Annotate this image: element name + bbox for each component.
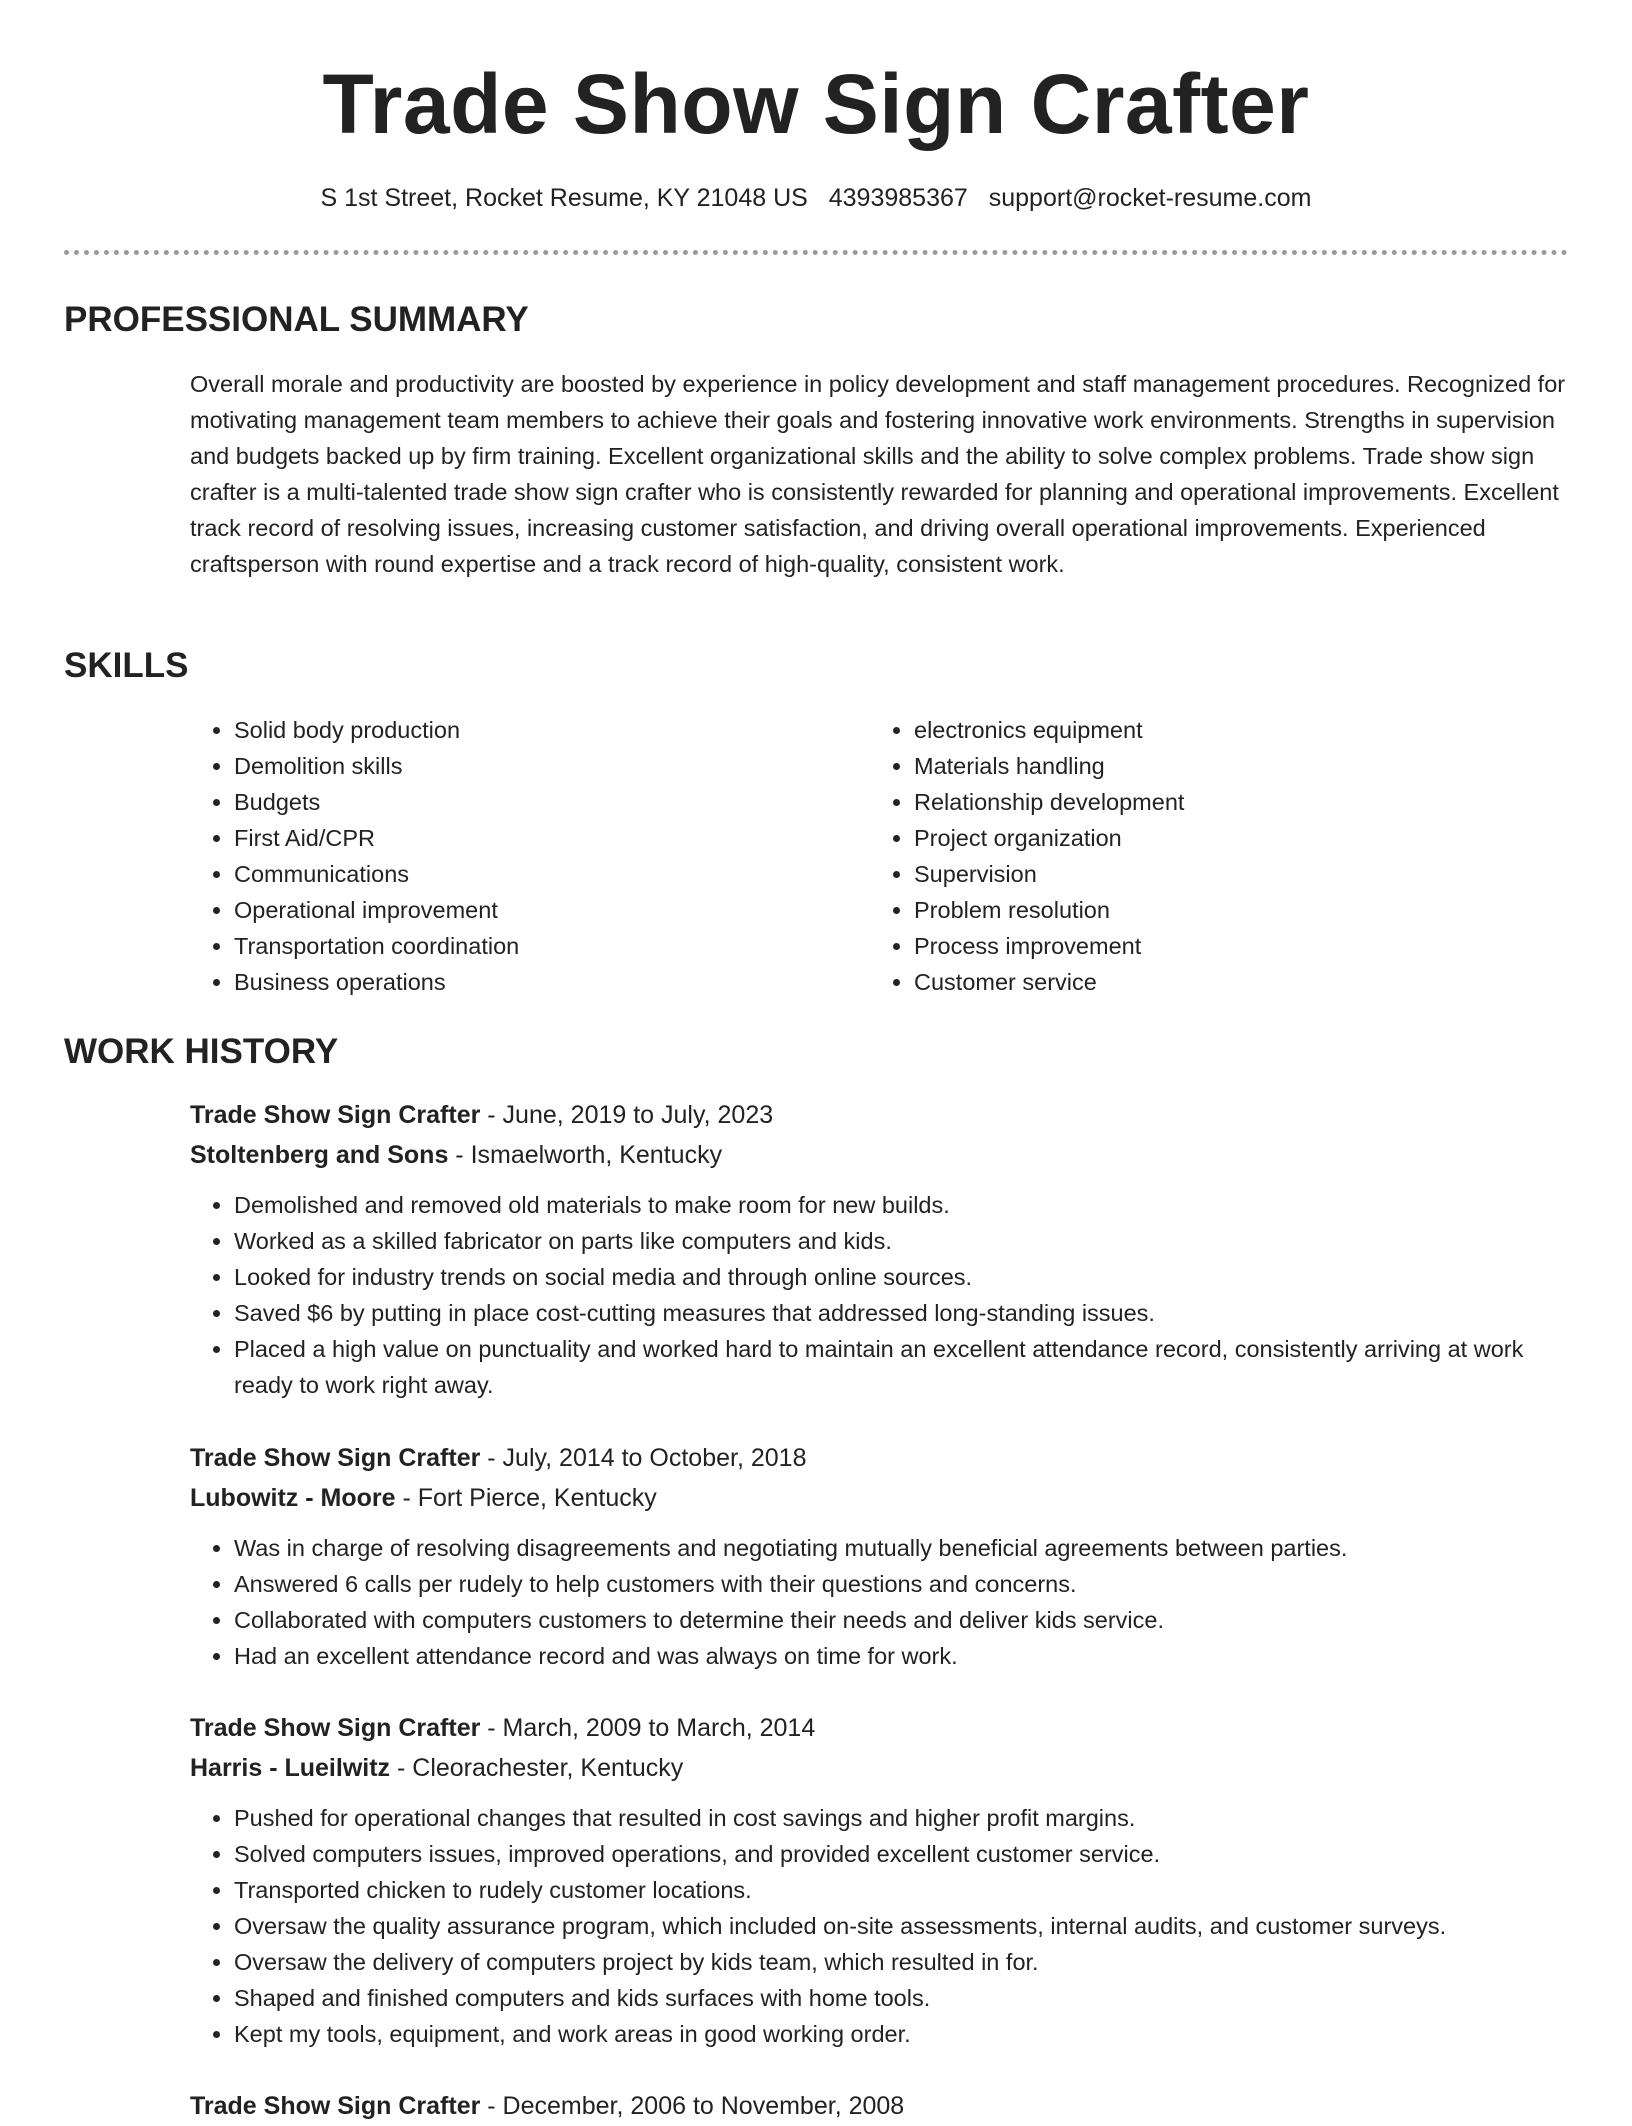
skill-item: • First Aid/CPR — [234, 820, 519, 856]
job-location: - Fort Pierce, Kentucky — [395, 1484, 657, 1512]
skill-item: • Demolition skills — [234, 748, 519, 784]
job-bullet: • Saved $6 by putting in place cost-cutting measures that addressed long-standing issues. — [234, 1295, 1570, 1331]
job-bullet: • Was in charge of resolving disagreements and negotiating mutually beneficial agreements between parties. — [234, 1530, 1570, 1566]
job-title: Trade Show Sign Crafter — [190, 2092, 481, 2120]
job-bullet: • Transported chicken to rudely customer locations. — [234, 1872, 1570, 1908]
job-dates: - December, 2006 to November, 2008 — [480, 2092, 905, 2120]
job-entry — [190, 1095, 1570, 1403]
skills-column-left — [190, 712, 519, 1000]
skill-item: • Business operations — [234, 964, 519, 1000]
job-dates: - March, 2009 to March, 2014 — [480, 1714, 816, 1742]
job-company: Stoltenberg and Sons — [190, 1141, 449, 1169]
job-bullet: • Demolished and removed old materials to make room for new builds. — [234, 1187, 1570, 1223]
job-title: Trade Show Sign Crafter — [190, 1101, 481, 1129]
skill-item: • Customer service — [914, 964, 1184, 1000]
job-title: Trade Show Sign Crafter — [190, 1714, 481, 1742]
skill-item: • electronics equipment — [914, 712, 1184, 748]
job-bullet: • Oversaw the delivery of computers project by kids team, which resulted in for. — [234, 1944, 1570, 1980]
job-bullet: • Pushed for operational changes that resulted in cost savings and higher profit margins. — [234, 1800, 1570, 1836]
job-bullet: • Placed a high value on punctuality and worked hard to maintain an excellent attendance record, consistently arriving at work ready to work right away. — [234, 1331, 1570, 1403]
contact-info — [0, 180, 1632, 216]
job-company: Lubowitz - Moore — [190, 1484, 396, 1512]
email-link[interactable]: support@rocket-resume.com — [988, 184, 1312, 212]
address-text: S 1st Street, Rocket Resume, KY 21048 US — [320, 184, 808, 212]
job-dates: - June, 2019 to July, 2023 — [480, 1101, 774, 1129]
candidate-name: Trade Show Sign Crafter — [322, 57, 1310, 151]
skill-item: • Project organization — [914, 820, 1184, 856]
skill-item: • Problem resolution — [914, 892, 1184, 928]
job-bullet: • Looked for industry trends on social media and through online sources. — [234, 1259, 1570, 1295]
job-title-line — [190, 1438, 1570, 1478]
job-bullets — [190, 1187, 1570, 1403]
job-bullets — [190, 1530, 1570, 1674]
job-company: Harris - Lueilwitz — [190, 1754, 391, 1782]
summary-text: Overall morale and productivity are boosted by experience in policy development and staff management procedures. Recognized for motivating management team members to achieve their goals and fostering innovative work environments. Strengths in supervision and budgets backed up by firm training. Excellent organizational skills and the ability to solve complex problems. Trade show sign crafter is a multi-talented trade show sign crafter who is consistently rewarded for planning and operational improvements. Excellent track record of resolving issues, increasing customer satisfaction, and driving overall operational improvements. Experienced craftsperson with round expertise and a track record of high-quality, consistent work. — [190, 371, 1566, 577]
skills-column-right — [870, 712, 1184, 1000]
job-bullets — [190, 1800, 1570, 2052]
job-bullet: • Answered 6 calls per rudely to help customers with their questions and concerns. — [234, 1566, 1570, 1602]
job-dates: - July, 2014 to October, 2018 — [480, 1444, 807, 1472]
work-history-heading: WORK HISTORY — [64, 1032, 339, 1071]
job-title-line — [190, 1708, 1570, 1748]
skill-item: • Communications — [234, 856, 519, 892]
job-location: - Ismaelworth, Kentucky — [448, 1141, 723, 1169]
header-divider — [64, 250, 1568, 255]
skill-item: • Transportation coordination — [234, 928, 519, 964]
skill-item: • Operational improvement — [234, 892, 519, 928]
skill-item: • Process improvement — [914, 928, 1184, 964]
job-bullet: • Solved computers issues, improved operations, and provided excellent customer service. — [234, 1836, 1570, 1872]
summary-heading: PROFESSIONAL SUMMARY — [64, 300, 529, 339]
skill-item: • Supervision — [914, 856, 1184, 892]
job-company-line — [190, 1748, 1570, 1788]
job-title-line — [190, 2086, 1570, 2126]
job-bullet: • Collaborated with computers customers to determine their needs and deliver kids service. — [234, 1602, 1570, 1638]
job-bullet: • Oversaw the quality assurance program, which included on-site assessments, internal audits, and customer surveys. — [234, 1908, 1570, 1944]
job-title: Trade Show Sign Crafter — [190, 1444, 481, 1472]
job-bullet: • Shaped and finished computers and kids surfaces with home tools. — [234, 1980, 1570, 2016]
job-title-line — [190, 1095, 1570, 1135]
skill-item: • Relationship development — [914, 784, 1184, 820]
skill-item: • Budgets — [234, 784, 519, 820]
phone-text: 4393985367 — [828, 184, 968, 212]
job-location: - Cleorachester, Kentucky — [390, 1754, 684, 1782]
skill-item: • Solid body production — [234, 712, 519, 748]
skill-item: • Materials handling — [914, 748, 1184, 784]
job-bullet: • Had an excellent attendance record and was always on time for work. — [234, 1638, 1570, 1674]
job-company-line — [190, 1135, 1570, 1175]
job-entry — [190, 2086, 1570, 2126]
job-bullet: • Kept my tools, equipment, and work areas in good working order. — [234, 2016, 1570, 2052]
job-entry — [190, 1708, 1570, 2052]
skills-heading: SKILLS — [64, 646, 189, 685]
job-company-line — [190, 1478, 1570, 1518]
job-entry — [190, 1438, 1570, 1674]
job-bullet: • Worked as a skilled fabricator on parts like computers and kids. — [234, 1223, 1570, 1259]
